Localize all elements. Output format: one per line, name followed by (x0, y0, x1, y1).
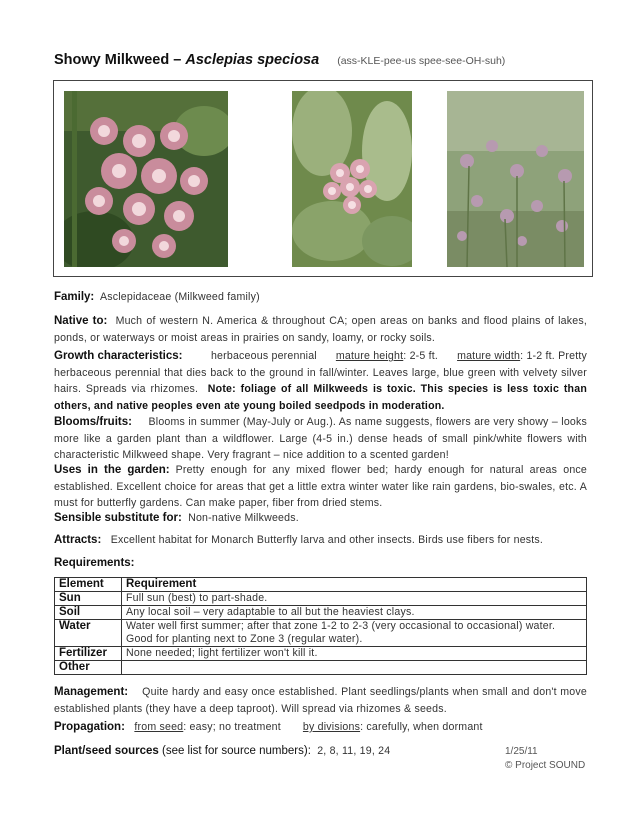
native-label: Native to: (54, 315, 108, 327)
row-element: Water (55, 620, 122, 647)
mature-height-label: mature height (335, 350, 404, 362)
row-requirement: Water well first summer; after that zone 1-2 to 2-3 (very occasional to occasional) water. Good for planting next to Zone 3 (regular water). (122, 620, 587, 647)
attracts-text: Excellent habitat for Monarch Butterfly larva and other insects. Birds use fibers for nests. (110, 534, 544, 546)
row-element: Fertilizer (55, 647, 122, 661)
col-requirement-header: Requirement (122, 578, 587, 592)
row-element: Sun (55, 592, 122, 606)
by-divisions-label: by divisions (302, 721, 361, 733)
propagation-section (54, 719, 587, 736)
sources-text: 2, 8, 11, 19, 24 (317, 745, 391, 757)
blooms-section (54, 414, 587, 464)
mature-width-label: mature width (457, 350, 521, 362)
uses-section (54, 462, 587, 512)
substitute-text: Non-native Milkweeds. (188, 512, 299, 524)
mature-width-value: : 1-2 ft. (520, 350, 555, 362)
attracts-label: Attracts: (54, 534, 102, 546)
table-row (55, 620, 587, 647)
family-text: Asclepidaceae (Milkweed family) (99, 291, 260, 303)
management-label: Management: (54, 686, 129, 698)
growth-label: Growth characteristics: (54, 350, 183, 362)
growth-text: Pretty herbaceous perennial that dies back to the ground in fall/winter. Leaves large, blue green with velvety silver hairs. Spreads via rhizomes. (54, 350, 587, 395)
table-row (55, 592, 587, 606)
growth-habit: herbaceous perennial (210, 350, 317, 362)
photo-panel (53, 80, 593, 277)
row-requirement: Full sun (best) to part-shade. (122, 592, 587, 606)
mature-height-value: : 2-5 ft. (403, 350, 439, 362)
table-row (55, 661, 587, 675)
family-section (54, 289, 587, 306)
native-text: Much of western N. America & throughout CA; open areas on banks and flood plains of lakes, ponds, or waterways or moist areas in prairies on sandy, loamy, or rocky soils. (54, 315, 587, 344)
title-dash: – (173, 52, 182, 68)
photo-habitat (447, 91, 584, 267)
blooms-text: Blooms in summer (May-July or Aug.). As name suggests, flowers are very showy – looks more like a garden plant than a wildflower. Large (4-5 in.) dense heads of small pink/white flowers with characteristic Milkweed shape. Very fragrant – nice addition to a scented garden! (54, 416, 587, 461)
attracts-section (54, 532, 587, 549)
native-section (54, 313, 587, 346)
photo-flower-closeup (64, 91, 228, 267)
requirements-section (54, 555, 587, 572)
from-seed-text: : easy; no treatment (183, 721, 281, 733)
from-seed-label: from seed (134, 721, 184, 733)
management-text: Quite hardy and easy once established. Plant seedlings/plants when small and don't move established plants (they have a deep taproot). Will spread via rhizomes & seeds. (54, 686, 587, 715)
row-requirement: Any local soil – very adaptable to all but the heaviest clays. (122, 606, 587, 620)
sources-section (54, 743, 494, 760)
scientific-name: Asclepias speciosa (185, 52, 320, 68)
sources-label-suffix: (see list for source numbers): (161, 745, 311, 757)
table-row (55, 647, 587, 661)
col-element-header: Element (55, 578, 122, 592)
family-label: Family: (54, 291, 95, 303)
pronunciation: (ass-KLE-pee-us spee-see-OH-suh) (337, 55, 506, 67)
uses-text: Pretty enough for any mixed flower bed; hardy enough for natural areas once established. Excellent choice for areas that get a little extra winter water like rain gardens, bio-swales, etc. A must for butterfly gardens. Can make paper, fiber from dried stems. (54, 464, 587, 509)
row-element: Other (55, 661, 122, 675)
sources-label: Plant/seed sources (54, 745, 159, 757)
blooms-label: Blooms/fruits: (54, 416, 132, 428)
substitute-label: Sensible substitute for: (54, 512, 182, 524)
page-title (54, 52, 505, 68)
row-requirement: None needed; light fertilizer won't kill it. (122, 647, 587, 661)
growth-section (54, 348, 587, 414)
footer-credit: © Project SOUND (505, 760, 586, 771)
propagation-label: Propagation: (54, 721, 125, 733)
table-row (55, 606, 587, 620)
toxicity-note: Note: foliage of all Milkweeds is toxic. This species is less toxic than others, and native peoples even ate young boiled seedpods in moderation. (54, 383, 587, 412)
management-section (54, 684, 587, 717)
photo-flower-leaves (292, 91, 412, 267)
footer-date: 1/25/11 (505, 746, 538, 757)
requirements-label: Requirements: (54, 557, 135, 569)
requirements-table (54, 577, 587, 675)
common-name: Showy Milkweed (54, 52, 170, 68)
table-header-row (55, 578, 587, 592)
row-element: Soil (55, 606, 122, 620)
row-requirement (122, 661, 587, 675)
footer (505, 745, 585, 773)
substitute-section (54, 510, 587, 527)
uses-label: Uses in the garden: (54, 464, 170, 476)
by-divisions-text: : carefully, when dormant (360, 721, 483, 733)
